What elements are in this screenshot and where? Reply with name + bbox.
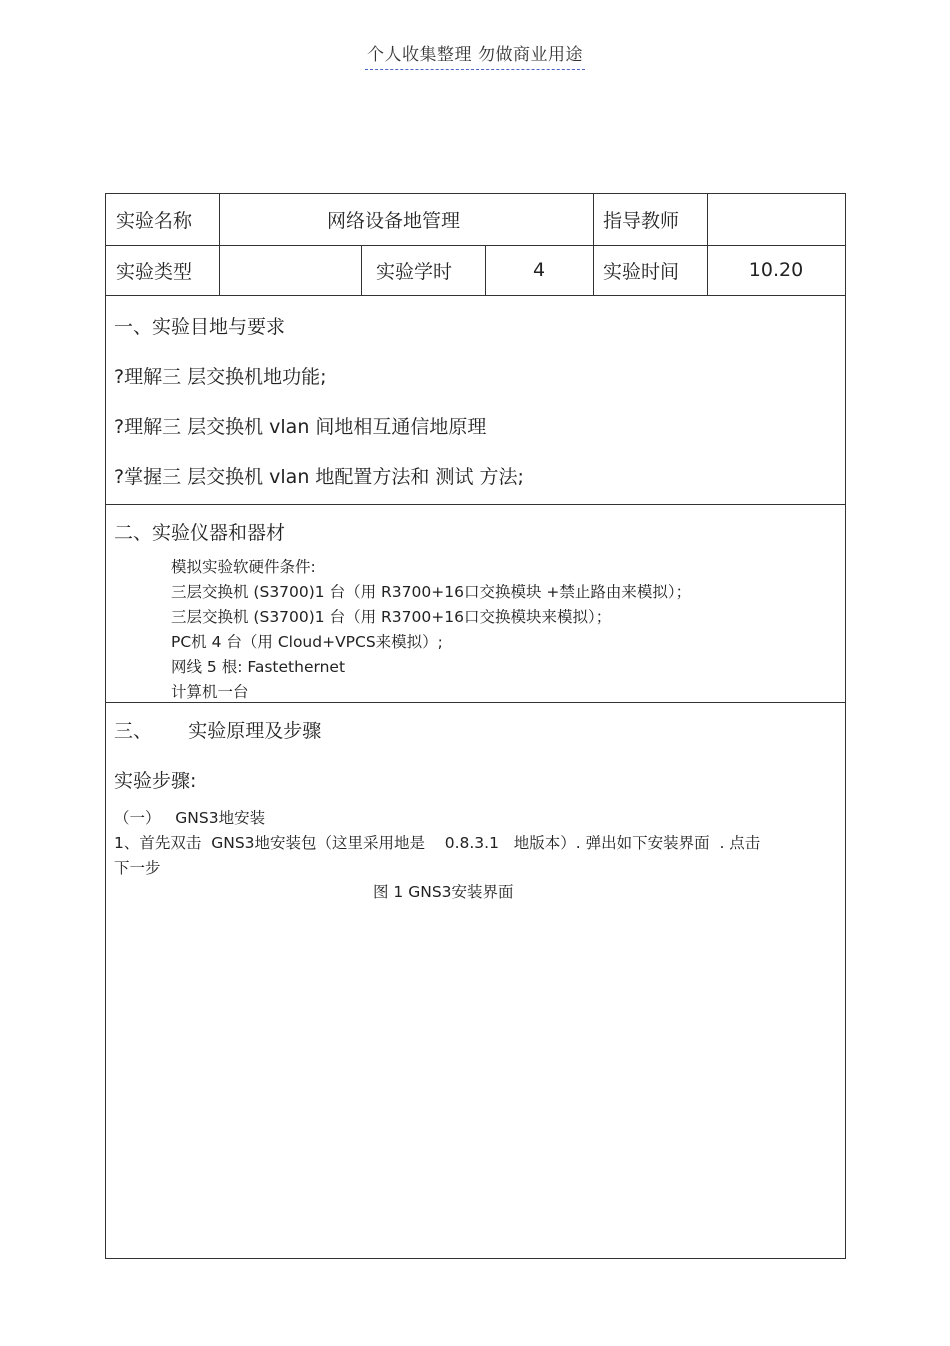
objective-item: ?掌握三 层交换机 vlan 地配置方法和 测试 方法;: [114, 466, 524, 488]
equipment-line: 网线 5 根: Fastethernet: [171, 658, 346, 676]
section-divider: [106, 504, 845, 505]
page-header: [0, 40, 950, 65]
step1-text-continued: 下一步: [114, 859, 161, 877]
equipment-line: 三层交换机 (S3700)1 台（用 R3700+16口交换模块来模拟）；: [171, 608, 612, 626]
install-subsection-title: （一） GNS3地安装: [114, 809, 266, 827]
section3-title: 三、 实验原理及步骤: [114, 720, 322, 742]
page-header-text: 个人收集整理 勿做商业用途: [365, 45, 585, 70]
teacher-label: 指导教师: [603, 210, 680, 232]
experiment-type-label: 实验类型: [116, 260, 193, 283]
equipment-line: 计算机一台: [171, 683, 249, 701]
objective-item: ?理解三 层交换机 vlan 间地相互通信地原理: [114, 416, 487, 438]
experiment-hours-label: 实验学时: [376, 260, 453, 283]
experiment-type-value: [219, 245, 361, 295]
objective-item: ?理解三 层交换机地功能;: [114, 366, 327, 388]
experiment-hours-value: 4: [532, 259, 546, 281]
step1-text: 1、首先双击 GNS3地安装包（这里采用地是 0.8.3.1 地版本）. 弹出如下安装界面 . 点击: [114, 834, 761, 852]
equipment-line: 三层交换机 (S3700)1 台（用 R3700+16口交换模块 +禁止路由来模拟）；: [171, 583, 692, 601]
steps-heading: 实验步骤:: [114, 770, 197, 792]
experiment-name-value: 网络设备地管理: [327, 210, 461, 232]
equipment-line: PC机 4 台（用 Cloud+VPCS来模拟）;: [171, 633, 443, 651]
experiment-time-label: 实验时间: [603, 260, 680, 283]
section-divider: [106, 702, 845, 703]
equipment-line: 模拟实验软硬件条件:: [171, 558, 316, 576]
experiment-name-label: 实验名称: [116, 210, 193, 232]
experiment-time-value: 10.20: [748, 259, 804, 281]
experiment-report-table: [105, 193, 846, 1259]
section1-title: 一、实验目地与要求: [114, 316, 286, 338]
row-divider: [106, 295, 845, 296]
figure-caption: 图 1 GNS3安装界面: [373, 883, 514, 901]
section2-title: 二、实验仪器和器材: [114, 522, 286, 544]
teacher-value: [707, 194, 845, 245]
